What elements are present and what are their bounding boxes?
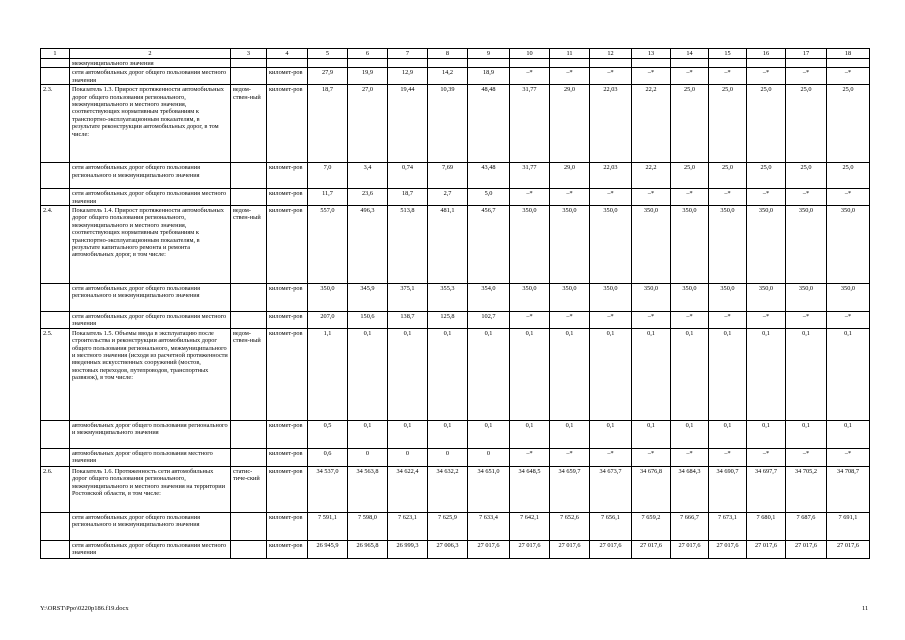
value-cell: 0,1: [590, 328, 632, 420]
value-cell: –*: [632, 448, 671, 466]
table-row: [41, 206, 870, 284]
table-row: [41, 312, 870, 329]
value-cell: 26 945,9: [308, 540, 348, 558]
value-cell: 31,77: [510, 163, 550, 189]
value-cell: 34 648,5: [510, 466, 550, 512]
value-cell: 350,0: [550, 284, 590, 312]
data-source-cell: [231, 448, 267, 466]
value-cell: [671, 59, 709, 68]
value-cell: 350,0: [747, 284, 786, 312]
row-number-cell: [41, 312, 70, 329]
row-number-cell: [41, 59, 70, 68]
value-cell: 7 598,0: [348, 512, 388, 540]
value-cell: 7 652,6: [550, 512, 590, 540]
value-cell: 22,2: [632, 163, 671, 189]
value-cell: 350,0: [709, 206, 747, 284]
data-source-cell: ведом-ствен-ный: [231, 328, 267, 420]
value-cell: 27 017,6: [590, 540, 632, 558]
value-cell: 2,7: [428, 189, 468, 206]
value-cell: 34 697,7: [747, 466, 786, 512]
value-cell: 557,0: [308, 206, 348, 284]
value-cell: 354,0: [468, 284, 510, 312]
data-source-cell: [231, 163, 267, 189]
column-number-cell: 14: [671, 49, 709, 59]
column-number-cell: 16: [747, 49, 786, 59]
value-cell: –*: [510, 448, 550, 466]
value-cell: 25,0: [827, 163, 870, 189]
value-cell: 34 632,2: [428, 466, 468, 512]
value-cell: 350,0: [632, 206, 671, 284]
table-row: [41, 189, 870, 206]
table-row: [41, 163, 870, 189]
value-cell: –*: [747, 189, 786, 206]
value-cell: 19,9: [348, 68, 388, 85]
value-cell: 350,0: [827, 284, 870, 312]
row-number-cell: 2.6.: [41, 466, 70, 512]
value-cell: –*: [786, 448, 827, 466]
value-cell: 350,0: [709, 284, 747, 312]
value-cell: 350,0: [590, 284, 632, 312]
value-cell: 0,1: [428, 328, 468, 420]
value-cell: 34 690,7: [709, 466, 747, 512]
column-number-row: [41, 49, 870, 59]
value-cell: 25,0: [827, 85, 870, 163]
unit-cell: километ-ров: [267, 420, 308, 448]
value-cell: 14,2: [428, 68, 468, 85]
unit-cell: километ-ров: [267, 466, 308, 512]
data-source-cell: [231, 540, 267, 558]
value-cell: 3,4: [348, 163, 388, 189]
unit-cell: километ-ров: [267, 85, 308, 163]
value-cell: [308, 59, 348, 68]
value-cell: 7 687,6: [786, 512, 827, 540]
value-cell: 25,0: [709, 85, 747, 163]
value-cell: 34 684,3: [671, 466, 709, 512]
value-cell: 0,74: [388, 163, 428, 189]
value-cell: 27 017,6: [510, 540, 550, 558]
unit-cell: километ-ров: [267, 206, 308, 284]
value-cell: 207,0: [308, 312, 348, 329]
value-cell: 7 673,1: [709, 512, 747, 540]
value-cell: –*: [671, 189, 709, 206]
value-cell: 138,7: [388, 312, 428, 329]
value-cell: 1,1: [308, 328, 348, 420]
row-number-cell: [41, 512, 70, 540]
table-row: [41, 540, 870, 558]
value-cell: 5,0: [468, 189, 510, 206]
value-cell: 350,0: [510, 206, 550, 284]
value-cell: [510, 59, 550, 68]
row-number-cell: 2.5.: [41, 328, 70, 420]
column-number-cell: 10: [510, 49, 550, 59]
value-cell: [348, 59, 388, 68]
value-cell: 27 017,6: [550, 540, 590, 558]
value-cell: 0,1: [550, 328, 590, 420]
value-cell: 102,7: [468, 312, 510, 329]
table-row: [41, 85, 870, 163]
value-cell: 27,0: [348, 85, 388, 163]
indicator-name-cell: Показатель 1.6. Протяженность сети автомобильных дорог общего пользования регионального, межмуниципального и местного значения на территории Ростовской области, в том числе:: [70, 466, 231, 512]
value-cell: –*: [550, 68, 590, 85]
data-source-cell: [231, 59, 267, 68]
value-cell: [468, 59, 510, 68]
indicator-name-cell: сети автомобильных дорог общего пользования местного значения: [70, 540, 231, 558]
value-cell: 0,1: [348, 328, 388, 420]
value-cell: 27,9: [308, 68, 348, 85]
value-cell: 27 017,6: [671, 540, 709, 558]
value-cell: 34 537,0: [308, 466, 348, 512]
unit-cell: километ-ров: [267, 540, 308, 558]
value-cell: 31,77: [510, 85, 550, 163]
value-cell: [632, 59, 671, 68]
data-source-cell: ведом-ствен-ный: [231, 85, 267, 163]
value-cell: 0,1: [590, 420, 632, 448]
value-cell: 0: [468, 448, 510, 466]
data-source-cell: [231, 189, 267, 206]
data-source-cell: [231, 512, 267, 540]
value-cell: 22,03: [590, 163, 632, 189]
value-cell: 0,1: [550, 420, 590, 448]
value-cell: –*: [827, 312, 870, 329]
value-cell: –*: [671, 312, 709, 329]
value-cell: 0: [428, 448, 468, 466]
unit-cell: километ-ров: [267, 68, 308, 85]
value-cell: –*: [786, 189, 827, 206]
value-cell: 7 625,9: [428, 512, 468, 540]
data-source-cell: [231, 420, 267, 448]
data-source-cell: статис-тиче-ский: [231, 466, 267, 512]
indicator-name-cell: сети автомобильных дорог общего пользования местного значения: [70, 189, 231, 206]
value-cell: –*: [709, 68, 747, 85]
value-cell: [827, 59, 870, 68]
column-number-cell: 9: [468, 49, 510, 59]
table-row: [41, 466, 870, 512]
row-number-cell: [41, 189, 70, 206]
value-cell: 7 691,1: [827, 512, 870, 540]
value-cell: 11,7: [308, 189, 348, 206]
data-source-cell: [231, 312, 267, 329]
file-path-footer: Y:\ORST\Ppo\0220p186.f19.docx: [40, 605, 129, 612]
value-cell: 150,6: [348, 312, 388, 329]
value-cell: 496,3: [348, 206, 388, 284]
value-cell: [709, 59, 747, 68]
value-cell: 350,0: [747, 206, 786, 284]
value-cell: 7 659,2: [632, 512, 671, 540]
column-number-cell: 6: [348, 49, 388, 59]
value-cell: –*: [590, 68, 632, 85]
value-cell: 0,1: [632, 328, 671, 420]
indicators-table: [40, 48, 870, 559]
column-number-cell: 3: [231, 49, 267, 59]
row-number-cell: 2.4.: [41, 206, 70, 284]
value-cell: 7 642,1: [510, 512, 550, 540]
value-cell: 355,3: [428, 284, 468, 312]
value-cell: –*: [747, 68, 786, 85]
value-cell: 0,1: [709, 328, 747, 420]
value-cell: 0,1: [510, 328, 550, 420]
column-number-cell: 8: [428, 49, 468, 59]
indicator-name-cell: сети автомобильных дорог общего пользования регионального и межмуниципального значения: [70, 163, 231, 189]
value-cell: –*: [747, 448, 786, 466]
column-number-cell: 17: [786, 49, 827, 59]
row-number-cell: [41, 163, 70, 189]
value-cell: 7 680,1: [747, 512, 786, 540]
value-cell: 350,0: [510, 284, 550, 312]
value-cell: 345,9: [348, 284, 388, 312]
value-cell: 34 651,0: [468, 466, 510, 512]
value-cell: –*: [786, 312, 827, 329]
value-cell: 350,0: [550, 206, 590, 284]
value-cell: –*: [550, 448, 590, 466]
value-cell: 25,0: [709, 163, 747, 189]
value-cell: 0,1: [747, 420, 786, 448]
value-cell: 0,1: [827, 420, 870, 448]
unit-cell: километ-ров: [267, 312, 308, 329]
value-cell: 0: [348, 448, 388, 466]
row-number-cell: [41, 68, 70, 85]
value-cell: 25,0: [747, 85, 786, 163]
value-cell: 18,7: [308, 85, 348, 163]
data-source-cell: [231, 284, 267, 312]
value-cell: 7 656,1: [590, 512, 632, 540]
value-cell: 34 705,2: [786, 466, 827, 512]
value-cell: –*: [709, 312, 747, 329]
value-cell: 26 965,8: [348, 540, 388, 558]
row-number-cell: [41, 448, 70, 466]
row-number-cell: 2.3.: [41, 85, 70, 163]
value-cell: –*: [510, 68, 550, 85]
row-number-cell: [41, 540, 70, 558]
value-cell: 12,9: [388, 68, 428, 85]
value-cell: 34 659,7: [550, 466, 590, 512]
value-cell: –*: [827, 68, 870, 85]
column-number-cell: 1: [41, 49, 70, 59]
value-cell: 0,1: [671, 420, 709, 448]
value-cell: 350,0: [308, 284, 348, 312]
value-cell: 0,1: [468, 420, 510, 448]
value-cell: –*: [590, 448, 632, 466]
value-cell: 7,69: [428, 163, 468, 189]
value-cell: 513,8: [388, 206, 428, 284]
row-number-cell: [41, 420, 70, 448]
value-cell: –*: [510, 312, 550, 329]
value-cell: 125,8: [428, 312, 468, 329]
value-cell: 0: [388, 448, 428, 466]
value-cell: 25,0: [786, 85, 827, 163]
value-cell: 43,48: [468, 163, 510, 189]
value-cell: [388, 59, 428, 68]
table-body: [41, 49, 870, 559]
value-cell: 34 622,4: [388, 466, 428, 512]
indicator-name-cell: Показатель 1.3. Прирост протяженности автомобильных дорог общего пользования регионального, межмуниципального и местного значения, соответствующих нормативным требованиям к транспортно-эксплуатационным показателям, в результате реконструкции автомобильных дорог, в том числе:: [70, 85, 231, 163]
indicator-name-cell: межмуниципального значения: [70, 59, 231, 68]
value-cell: 25,0: [671, 163, 709, 189]
value-cell: [550, 59, 590, 68]
value-cell: –*: [671, 448, 709, 466]
value-cell: 0,1: [468, 328, 510, 420]
table-row: [41, 68, 870, 85]
table-row: [41, 512, 870, 540]
value-cell: 7 666,7: [671, 512, 709, 540]
unit-cell: километ-ров: [267, 512, 308, 540]
indicator-name-cell: автомобильных дорог общего пользования местного значения: [70, 448, 231, 466]
value-cell: 18,7: [388, 189, 428, 206]
indicator-name-cell: Показатель 1.4. Прирост протяженности автомобильных дорог общего пользования регионального, межмуниципального и местного значения, соответствующих нормативным требованиям к транспортно-эксплуатационным показателям, в результате капитального ремонта и ремонта автомобильных дорог, в том числе:: [70, 206, 231, 284]
value-cell: –*: [747, 312, 786, 329]
value-cell: –*: [786, 68, 827, 85]
value-cell: 22,2: [632, 85, 671, 163]
value-cell: 0,1: [786, 420, 827, 448]
value-cell: 27 017,6: [747, 540, 786, 558]
value-cell: 481,1: [428, 206, 468, 284]
value-cell: 19,44: [388, 85, 428, 163]
value-cell: 27 017,6: [786, 540, 827, 558]
unit-cell: километ-ров: [267, 284, 308, 312]
value-cell: –*: [550, 312, 590, 329]
value-cell: 0,1: [510, 420, 550, 448]
value-cell: 0,1: [786, 328, 827, 420]
data-source-cell: ведом-ствен-ный: [231, 206, 267, 284]
value-cell: 0,1: [747, 328, 786, 420]
value-cell: 22,03: [590, 85, 632, 163]
value-cell: 10,39: [428, 85, 468, 163]
value-cell: –*: [671, 68, 709, 85]
value-cell: 25,0: [747, 163, 786, 189]
value-cell: 18,9: [468, 68, 510, 85]
value-cell: 27 017,6: [709, 540, 747, 558]
indicator-name-cell: сети автомобильных дорог общего пользования местного значения: [70, 312, 231, 329]
value-cell: 0,6: [308, 448, 348, 466]
table-row: [41, 328, 870, 420]
value-cell: 350,0: [671, 206, 709, 284]
column-number-cell: 7: [388, 49, 428, 59]
value-cell: 350,0: [827, 206, 870, 284]
value-cell: –*: [709, 448, 747, 466]
value-cell: 350,0: [786, 284, 827, 312]
value-cell: 25,0: [786, 163, 827, 189]
value-cell: [428, 59, 468, 68]
value-cell: –*: [632, 68, 671, 85]
table-row: [41, 420, 870, 448]
value-cell: [590, 59, 632, 68]
value-cell: 0,1: [709, 420, 747, 448]
indicator-name-cell: сети автомобильных дорог общего пользования местного значения: [70, 68, 231, 85]
value-cell: 0,5: [308, 420, 348, 448]
value-cell: 27 017,6: [632, 540, 671, 558]
row-number-cell: [41, 284, 70, 312]
value-cell: 34 673,7: [590, 466, 632, 512]
value-cell: 350,0: [671, 284, 709, 312]
value-cell: [786, 59, 827, 68]
unit-cell: километ-ров: [267, 189, 308, 206]
value-cell: 456,7: [468, 206, 510, 284]
value-cell: 375,1: [388, 284, 428, 312]
value-cell: 29,0: [550, 163, 590, 189]
table-row: [41, 284, 870, 312]
value-cell: [747, 59, 786, 68]
value-cell: 27 017,6: [827, 540, 870, 558]
column-number-cell: 11: [550, 49, 590, 59]
table-row: [41, 59, 870, 68]
column-number-cell: 4: [267, 49, 308, 59]
value-cell: 7 633,4: [468, 512, 510, 540]
value-cell: 0,1: [348, 420, 388, 448]
unit-cell: [267, 59, 308, 68]
table-row: [41, 448, 870, 466]
value-cell: –*: [632, 312, 671, 329]
value-cell: –*: [590, 312, 632, 329]
value-cell: 0,1: [671, 328, 709, 420]
value-cell: 350,0: [632, 284, 671, 312]
value-cell: –*: [550, 189, 590, 206]
value-cell: 48,48: [468, 85, 510, 163]
column-number-cell: 15: [709, 49, 747, 59]
page-number: 11: [862, 605, 869, 612]
value-cell: 23,6: [348, 189, 388, 206]
value-cell: 0,1: [632, 420, 671, 448]
column-number-cell: 5: [308, 49, 348, 59]
value-cell: 34 563,8: [348, 466, 388, 512]
unit-cell: километ-ров: [267, 328, 308, 420]
value-cell: 0,1: [827, 328, 870, 420]
indicator-name-cell: автомобильных дорог общего пользования регионального и межмуниципального значения: [70, 420, 231, 448]
unit-cell: километ-ров: [267, 163, 308, 189]
column-number-cell: 13: [632, 49, 671, 59]
value-cell: 7,0: [308, 163, 348, 189]
column-number-cell: 18: [827, 49, 870, 59]
value-cell: –*: [590, 189, 632, 206]
value-cell: 0,1: [388, 420, 428, 448]
value-cell: 350,0: [786, 206, 827, 284]
value-cell: 0,1: [388, 328, 428, 420]
value-cell: –*: [632, 189, 671, 206]
data-source-cell: [231, 68, 267, 85]
value-cell: 350,0: [590, 206, 632, 284]
value-cell: 25,0: [671, 85, 709, 163]
value-cell: 7 623,1: [388, 512, 428, 540]
column-number-cell: 2: [70, 49, 231, 59]
unit-cell: километ-ров: [267, 448, 308, 466]
value-cell: 7 591,1: [308, 512, 348, 540]
value-cell: –*: [827, 448, 870, 466]
value-cell: 26 999,3: [388, 540, 428, 558]
value-cell: 0,1: [428, 420, 468, 448]
indicator-name-cell: Показатель 1.5. Объемы ввода в эксплуатацию после строительства и реконструкции автомобильных дорог общего пользования регионального, межмуниципального и местного значения (исходя из расчетной протяженности введенных искусственных сооружений (мостов, мостовых переходов, путепроводов, транспортных развязок), в том числе:: [70, 328, 231, 420]
column-number-cell: 12: [590, 49, 632, 59]
value-cell: 34 708,7: [827, 466, 870, 512]
value-cell: 27 017,6: [468, 540, 510, 558]
indicator-name-cell: сети автомобильных дорог общего пользования регионального и межмуниципального значения: [70, 284, 231, 312]
value-cell: 29,0: [550, 85, 590, 163]
value-cell: 27 006,3: [428, 540, 468, 558]
value-cell: –*: [827, 189, 870, 206]
indicator-name-cell: сети автомобильных дорог общего пользования регионального и межмуниципального значения: [70, 512, 231, 540]
value-cell: 34 676,8: [632, 466, 671, 512]
value-cell: –*: [510, 189, 550, 206]
value-cell: –*: [709, 189, 747, 206]
